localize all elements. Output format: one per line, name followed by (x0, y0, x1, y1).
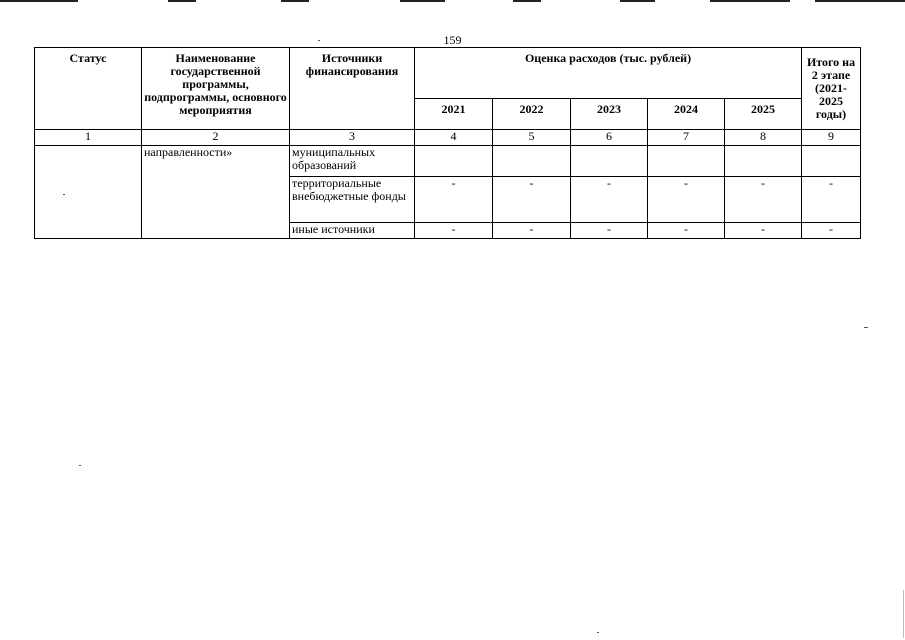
scan-speck (597, 632, 599, 633)
value-cell: - (725, 177, 802, 223)
source-cell: иные источники (290, 223, 415, 239)
value-cell: - (493, 223, 571, 239)
scan-edge-mark (815, 0, 905, 2)
scan-edge-mark (281, 0, 309, 2)
value-cell (415, 146, 493, 177)
scan-speck (318, 40, 320, 41)
scan-edge-line (903, 590, 904, 638)
value-cell: - (648, 177, 725, 223)
header-year: 2025 (725, 99, 802, 130)
header-total: Итого на 2 этапе (2021-2025 годы) (802, 48, 861, 130)
column-number: 4 (415, 130, 493, 146)
value-cell: - (725, 223, 802, 239)
scan-edge-mark (620, 0, 655, 2)
header-year: 2022 (493, 99, 571, 130)
column-number: 7 (648, 130, 725, 146)
value-cell: - (415, 223, 493, 239)
value-cell: - (648, 223, 725, 239)
value-cell (493, 146, 571, 177)
column-number-row (35, 130, 861, 146)
value-cell: - (802, 177, 861, 223)
column-number: 2 (142, 130, 290, 146)
column-number: 3 (290, 130, 415, 146)
source-cell: территориальные внебюджетные фонды (290, 177, 415, 223)
value-cell (725, 146, 802, 177)
value-cell (648, 146, 725, 177)
header-status: Статус (35, 48, 142, 130)
column-number: 6 (571, 130, 648, 146)
value-cell: - (493, 177, 571, 223)
header-year: 2024 (648, 99, 725, 130)
scan-edge-mark (0, 0, 78, 2)
value-cell (802, 146, 861, 177)
program-name-cell: направленности» (142, 146, 290, 239)
scan-edge-mark (400, 0, 445, 2)
source-cell: муниципальных образований (290, 146, 415, 177)
scan-edge-mark (168, 0, 196, 2)
header-year: 2021 (415, 99, 493, 130)
value-cell (571, 146, 648, 177)
scan-edge-mark (513, 0, 541, 2)
header-sources: Источники финансирования (290, 48, 415, 130)
value-cell: - (415, 177, 493, 223)
scan-edge-mark (710, 0, 790, 2)
header-program-name (142, 48, 290, 130)
value-cell: - (571, 177, 648, 223)
header-program-name-text: Наименование государственной программы, подпрограммы, основного мероприятия (144, 51, 287, 117)
status-cell (35, 146, 142, 239)
column-number: 9 (802, 130, 861, 146)
header-expenses: Оценка расходов (тыс. рублей) (415, 48, 802, 99)
value-cell: - (802, 223, 861, 239)
column-number: 8 (725, 130, 802, 146)
value-cell: - (571, 223, 648, 239)
scan-speck (864, 327, 868, 328)
scan-speck (79, 465, 81, 466)
header-row-top (35, 48, 861, 99)
table-row (35, 146, 861, 177)
column-number: 5 (493, 130, 571, 146)
budget-table (34, 47, 861, 239)
page-number: 159 (443, 33, 462, 47)
scan-speck (63, 194, 65, 195)
header-year: 2023 (571, 99, 648, 130)
column-number: 1 (35, 130, 142, 146)
